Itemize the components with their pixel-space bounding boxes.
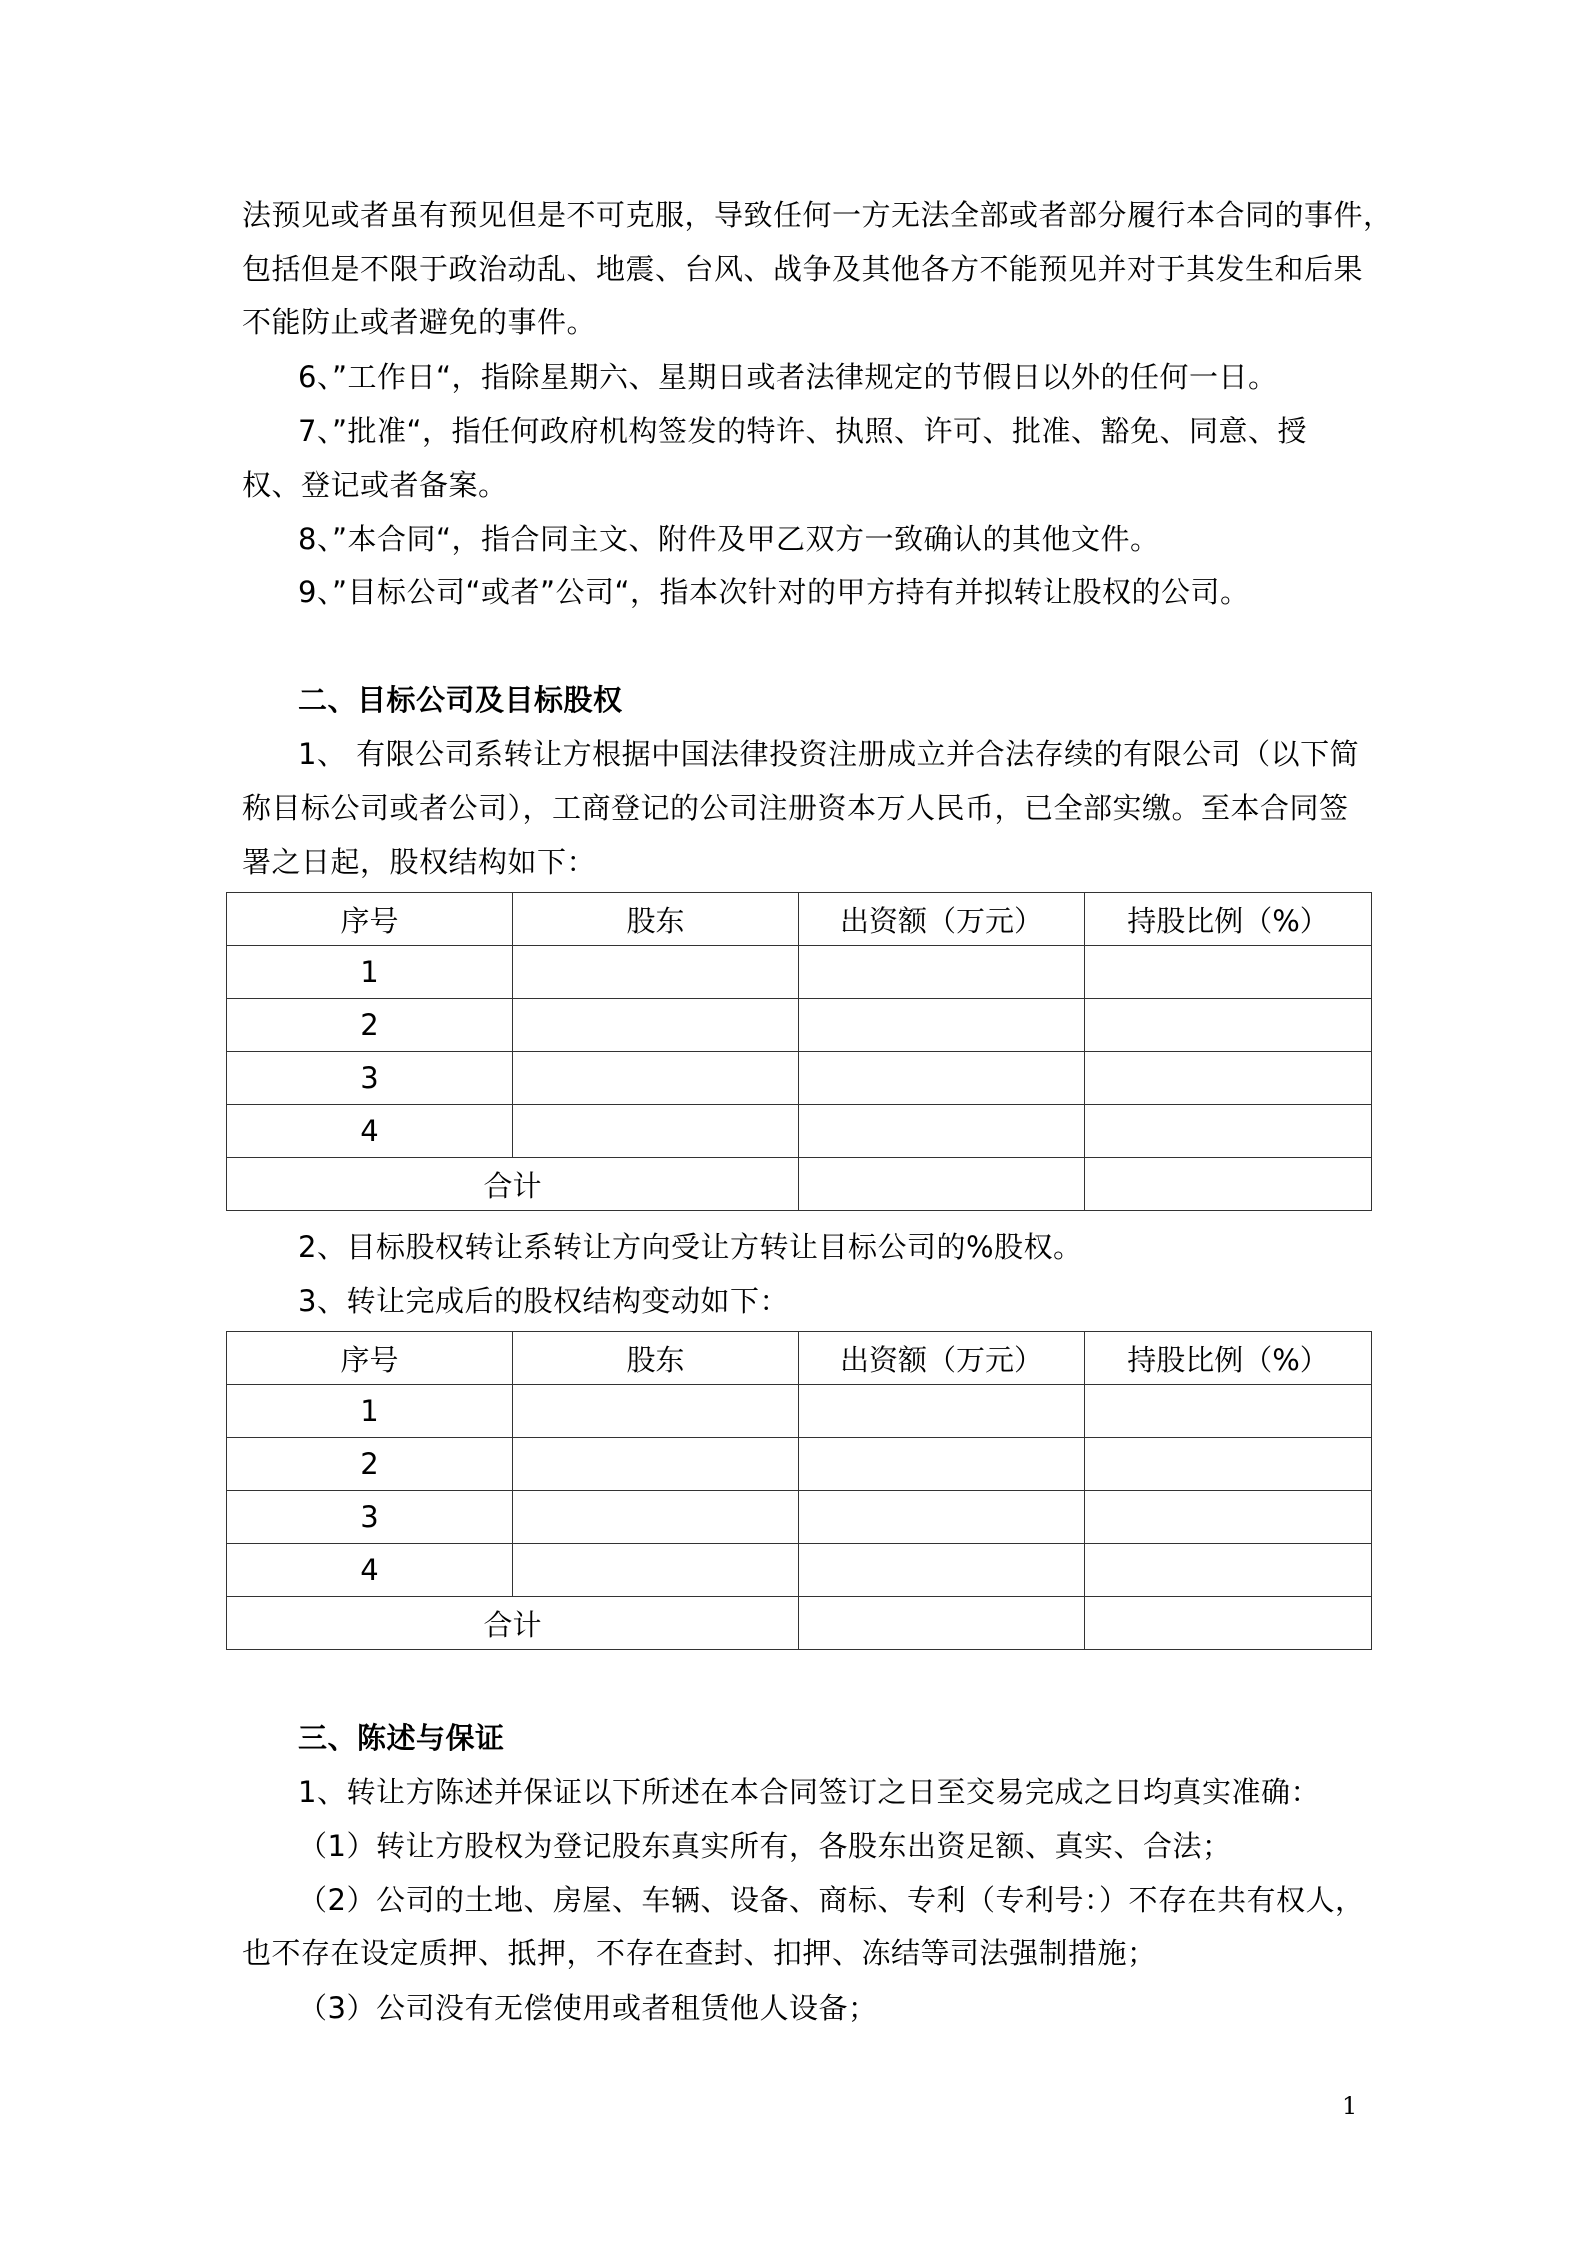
header-serial-number: 序号	[227, 1332, 513, 1385]
header-serial-number: 序号	[227, 893, 513, 946]
header-shareholder: 股东	[513, 1332, 799, 1385]
definition-8-contract: 8、”本合同“，指合同主文、附件及甲乙双方一致确认的其他文件。	[298, 522, 1160, 556]
shareholder-cell	[513, 999, 799, 1052]
section-3-sub-item-1: （1）转让方股权为登记股东真实所有，各股东出资足额、真实、合法；	[298, 1829, 1232, 1863]
capital-cell	[799, 1544, 1085, 1597]
table-row	[227, 1491, 1372, 1544]
total-percentage-cell	[1085, 1597, 1372, 1650]
section-2-item-3: 3、转让完成后的股权结构变动如下：	[298, 1284, 789, 1318]
row-number: 1	[227, 946, 513, 999]
row-number: 4	[227, 1544, 513, 1597]
force-majeure-text-line-3: 不能防止或者避免的事件。	[242, 305, 597, 339]
shareholder-cell	[513, 1438, 799, 1491]
row-number: 2	[227, 999, 513, 1052]
row-number: 3	[227, 1491, 513, 1544]
table-row	[227, 946, 1372, 999]
force-majeure-text-line-1: 法预见或者虽有预见但是不可克服，导致任何一方无法全部或者部分履行本合同的事件，	[242, 198, 1393, 232]
section-2-item-1-line-2: 称目标公司或者公司），工商登记的公司注册资本万人民币，已全部实缴。至本合同签	[242, 791, 1349, 825]
header-shareholder: 股东	[513, 893, 799, 946]
page-number: 1	[1342, 2092, 1358, 2120]
table-row	[227, 1438, 1372, 1491]
header-share-percentage: 持股比例（%）	[1085, 1332, 1372, 1385]
section-3-sub-item-2-line-2: 也不存在设定质押、抵押，不存在查封、扣押、冻结等司法强制措施；	[242, 1936, 1157, 1970]
table-header-row	[227, 893, 1372, 946]
capital-cell	[799, 1052, 1085, 1105]
definition-9-target-company: 9、”目标公司“或者”公司“，指本次针对的甲方持有并拟转让股权的公司。	[298, 575, 1250, 609]
table-header-row	[227, 1332, 1372, 1385]
table-row	[227, 1105, 1372, 1158]
total-label: 合计	[227, 1158, 799, 1211]
capital-cell	[799, 999, 1085, 1052]
capital-cell	[799, 946, 1085, 999]
shareholding-table-after	[226, 1331, 1372, 1650]
header-share-percentage: 持股比例（%）	[1085, 893, 1372, 946]
capital-cell	[799, 1438, 1085, 1491]
row-number: 2	[227, 1438, 513, 1491]
force-majeure-text-line-2: 包括但是不限于政治动乱、地震、台风、战争及其他各方不能预见并对于其发生和后果	[242, 252, 1364, 286]
total-percentage-cell	[1085, 1158, 1372, 1211]
definition-7-approval-line-2: 权、登记或者备案。	[242, 468, 508, 502]
row-number: 1	[227, 1385, 513, 1438]
capital-cell	[799, 1491, 1085, 1544]
table-total-row	[227, 1597, 1372, 1650]
table-row	[227, 999, 1372, 1052]
percentage-cell	[1085, 1491, 1372, 1544]
section-2-heading: 二、目标公司及目标股权	[298, 683, 623, 717]
section-3-item-1: 1、转让方陈述并保证以下所述在本合同签订之日至交易完成之日均真实准确：	[298, 1775, 1320, 1809]
section-3-sub-item-2-line-1: （2）公司的土地、房屋、车辆、设备、商标、专利（专利号：）不存在共有权人，	[298, 1883, 1365, 1917]
shareholder-cell	[513, 946, 799, 999]
total-label: 合计	[227, 1597, 799, 1650]
total-capital-cell	[799, 1158, 1085, 1211]
section-3-sub-item-3: （3）公司没有无偿使用或者租赁他人设备；	[298, 1991, 878, 2025]
percentage-cell	[1085, 1385, 1372, 1438]
shareholding-table-before	[226, 892, 1372, 1211]
percentage-cell	[1085, 999, 1372, 1052]
total-capital-cell	[799, 1597, 1085, 1650]
definition-7-approval-line-1: 7、”批准“，指任何政府机构签发的特许、执照、许可、批准、豁免、同意、授	[298, 414, 1307, 448]
section-2-item-1-line-1: 1、 有限公司系转让方根据中国法律投资注册成立并合法存续的有限公司（以下简	[298, 737, 1360, 771]
row-number: 4	[227, 1105, 513, 1158]
shareholder-cell	[513, 1491, 799, 1544]
table-total-row	[227, 1158, 1372, 1211]
percentage-cell	[1085, 1438, 1372, 1491]
header-capital-contribution: 出资额（万元）	[799, 1332, 1085, 1385]
percentage-cell	[1085, 1052, 1372, 1105]
table-row	[227, 1544, 1372, 1597]
percentage-cell	[1085, 946, 1372, 999]
section-3-heading: 三、陈述与保证	[298, 1721, 505, 1755]
row-number: 3	[227, 1052, 513, 1105]
table-row	[227, 1052, 1372, 1105]
capital-cell	[799, 1105, 1085, 1158]
definition-6-working-day: 6、”工作日“，指除星期六、星期日或者法律规定的节假日以外的任何一日。	[298, 360, 1278, 394]
header-capital-contribution: 出资额（万元）	[799, 893, 1085, 946]
shareholder-cell	[513, 1105, 799, 1158]
percentage-cell	[1085, 1544, 1372, 1597]
capital-cell	[799, 1385, 1085, 1438]
shareholder-cell	[513, 1052, 799, 1105]
section-2-item-1-line-3: 署之日起，股权结构如下：	[242, 845, 597, 879]
section-2-item-2: 2、目标股权转让系转让方向受让方转让目标公司的%股权。	[298, 1230, 1083, 1264]
table-row	[227, 1385, 1372, 1438]
percentage-cell	[1085, 1105, 1372, 1158]
shareholder-cell	[513, 1544, 799, 1597]
shareholder-cell	[513, 1385, 799, 1438]
